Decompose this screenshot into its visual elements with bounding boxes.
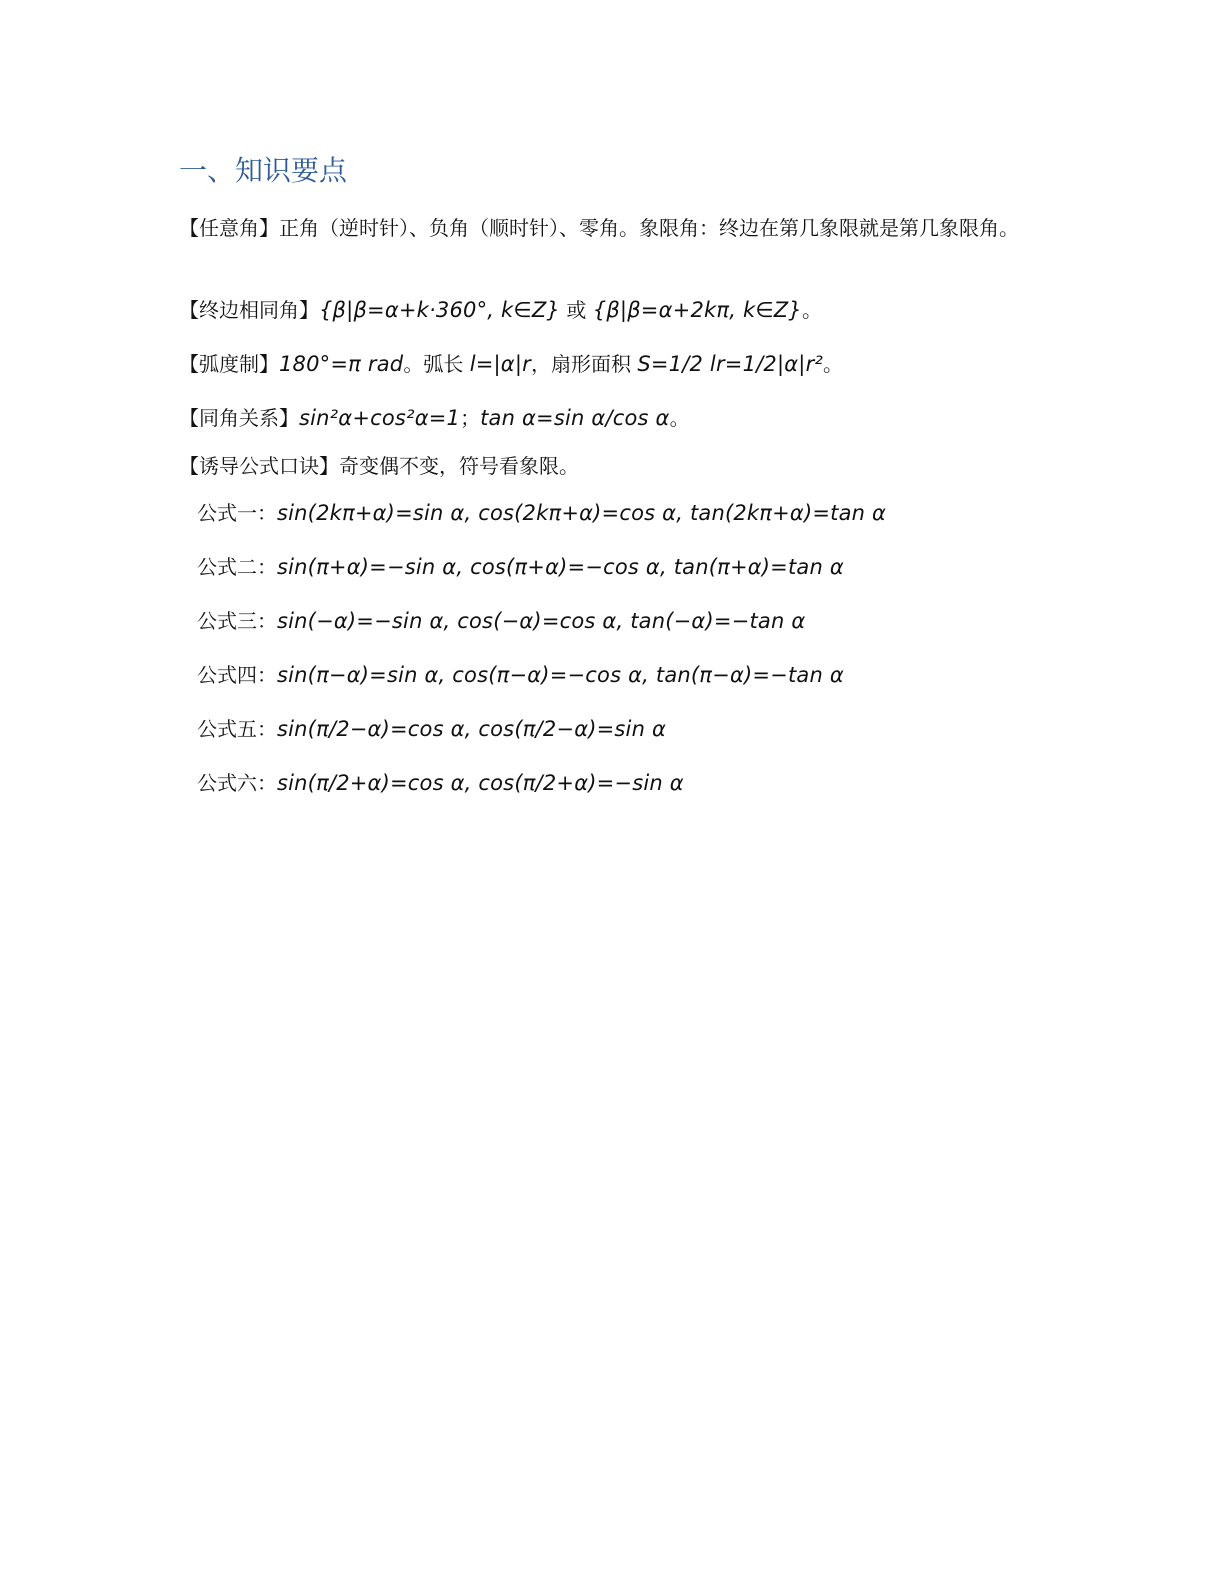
paragraph-end: 。 (669, 406, 690, 430)
formula-expression: sin(−α)=−sin α, cos(−α)=cos α, tan(−α)=−tan α (277, 609, 806, 633)
math-expression: {β|β=α+k·360°, k∈Z} (319, 298, 561, 322)
math-expression: sin²α+cos²α=1 (299, 406, 461, 430)
math-expression: 180°=π rad (279, 352, 404, 376)
formula-expression: sin(2kπ+α)=sin α, cos(2kπ+α)=cos α, tan(2kπ+α)=tan α (277, 501, 887, 525)
formula-label: 公式五： (197, 717, 277, 741)
paragraph-text: 【任意角】正角（逆时针）、负角（顺时针）、零角。象限角：终边在第几象限就是第几象限角。 (179, 216, 1019, 240)
formula-expression: sin(π/2+α)=cos α, cos(π/2+α)=−sin α (277, 771, 684, 795)
formula-row-4 (197, 660, 844, 690)
paragraph-identity (179, 400, 1049, 436)
paragraph-mnemonic (179, 448, 1049, 484)
paragraph-connector: 或 (560, 298, 593, 322)
paragraph-label: 【同角关系】 (179, 406, 299, 430)
section-heading: 一、知识要点 (179, 154, 348, 187)
paragraph-end: 。 (801, 298, 822, 322)
formula-row-2 (197, 552, 844, 582)
formula-expression: sin(π/2−α)=cos α, cos(π/2−α)=sin α (277, 717, 667, 741)
paragraph-label: 【终边相同角】 (179, 298, 319, 322)
formula-label: 公式四： (197, 663, 277, 687)
formula-row-1 (197, 498, 886, 528)
formula-row-6 (197, 768, 684, 798)
paragraph-connector: ； (460, 406, 481, 430)
formula-label: 公式三： (197, 609, 277, 633)
formula-label: 公式六： (197, 771, 277, 795)
formula-row-5 (197, 714, 666, 744)
paragraph-connector: ，扇形面积 (530, 352, 638, 376)
paragraph-arbitrary-angle (179, 210, 1049, 246)
paragraph-radian (179, 346, 1049, 382)
paragraph-end: 。 (823, 352, 844, 376)
math-expression: {β|β=α+2kπ, k∈Z} (592, 298, 802, 322)
paragraph-text: 【诱导公式口诀】奇变偶不变，符号看象限。 (179, 454, 579, 478)
paragraph-label: 【弧度制】 (179, 352, 279, 376)
formula-label: 公式一： (197, 501, 277, 525)
formula-label: 公式二： (197, 555, 277, 579)
math-expression: S=1/2 lr=1/2|α|r² (637, 352, 824, 376)
math-expression: tan α=sin α/cos α (480, 406, 670, 430)
formula-expression: sin(π−α)=sin α, cos(π−α)=−cos α, tan(π−α)=−tan α (277, 663, 844, 687)
paragraph-coterminal-angle (179, 292, 1049, 328)
paragraph-connector: 。弧长 (403, 352, 470, 376)
formula-expression: sin(π+α)=−sin α, cos(π+α)=−cos α, tan(π+α)=tan α (277, 555, 844, 579)
formula-row-3 (197, 606, 805, 636)
math-expression: l=|α|r (469, 352, 531, 376)
